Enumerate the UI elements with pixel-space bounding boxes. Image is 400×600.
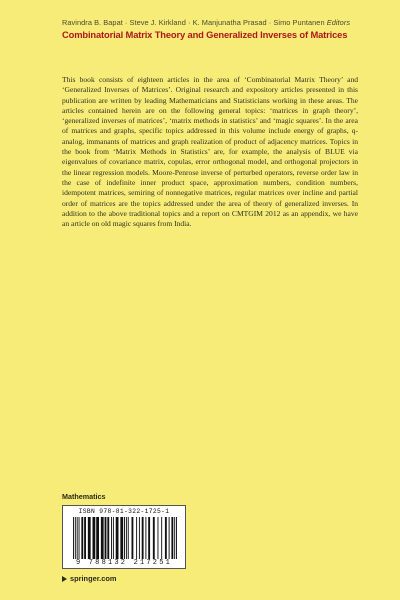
book-description: This book consists of eighteen articles in the area of ‘Combinatorial Matrix Theory’ and ‘Generalized Inverses of Matrices’. Original research and expository articles presented in this publication are written by leading Mathematicians and Statisticians working in these areas. The articles contained herein are on the following general topics: ‘matrices in graph theory’, ‘generalized inverses of matrices’, ‘matrix methods in statistics’ and ‘magic squares’. In the area of matrices and graphs, specific topics addressed in this volume include energy of graphs, q-analog, immanants of matrices and graph realization of product of adjacency matrices. Topics in the book from ‘Matrix Methods in Statistics’ are, for example, the analysis of BLUE via eigenvalues of covariance matrix, copulas, error orthogonal model, and orthogonal projectors in the linear regression models. Moore-Penrose inverse of perturbed operators, reverse order law in the case of indefinite inner product space, approximation numbers, condition numbers, idempotent matrices, semiring of nonnegative matrices, regular matrices over incline and partial order of matrices are the topics addressed under the area of theory of generalized inverses. In addition to the above traditional topics and a report on CMTGIM 2012 as an appendix, we have an article on old magic squares from India. [62, 75, 358, 229]
barcode-bar [128, 517, 129, 559]
barcode-bar [169, 517, 170, 559]
barcode-bar [107, 517, 109, 559]
barcode-bar [88, 517, 91, 559]
barcode-bar [101, 517, 104, 559]
barcode-bar [75, 517, 76, 559]
barcode-bar [126, 517, 127, 559]
barcode-bar [77, 517, 78, 559]
barcode-bar [145, 517, 146, 559]
barcode-bar [158, 517, 159, 559]
publisher-url-text: springer.com [70, 574, 117, 583]
barcode-bar [79, 517, 80, 559]
barcode-bar [165, 517, 167, 559]
barcode-bar [132, 517, 134, 559]
barcode-bar [136, 517, 137, 559]
subject-category: Mathematics [62, 492, 106, 501]
barcode-bar [139, 517, 140, 559]
barcode-icon [73, 517, 177, 559]
barcode-bar [105, 517, 107, 559]
barcode-bar [116, 517, 119, 559]
barcode-bar [111, 517, 112, 559]
barcode-bar [120, 517, 123, 559]
barcode-bar [124, 517, 125, 559]
book-title: Combinatorial Matrix Theory and Generalized Inverses of Matrices [62, 29, 348, 40]
barcode-bar [113, 517, 114, 559]
barcode-bar [176, 517, 177, 559]
barcode-bar [73, 517, 74, 559]
barcode-bar [161, 517, 162, 559]
barcode-bar [171, 517, 173, 559]
barcode-bar [93, 517, 96, 559]
barcode-bar [142, 517, 144, 559]
editors-label: Editors [326, 18, 351, 27]
ean-digits: 9 788132 217251 [75, 559, 172, 567]
barcode-bar [84, 517, 86, 559]
editors-line [62, 18, 392, 27]
barcode-bar [153, 517, 155, 559]
isbn-barcode [62, 505, 186, 569]
arrow-right-icon [62, 576, 67, 582]
barcode-bar [81, 517, 83, 559]
barcode-bar [174, 517, 175, 559]
barcode-bar [148, 517, 150, 559]
barcode-bar [96, 517, 99, 559]
editors-names: Ravindra B. Bapat · Steve J. Kirkland · K. Manjunatha Prasad · Simo Puntanen [62, 18, 325, 27]
publisher-url[interactable] [62, 574, 116, 583]
isbn-label: ISBN 978-81-322-1725-1 [78, 508, 170, 515]
